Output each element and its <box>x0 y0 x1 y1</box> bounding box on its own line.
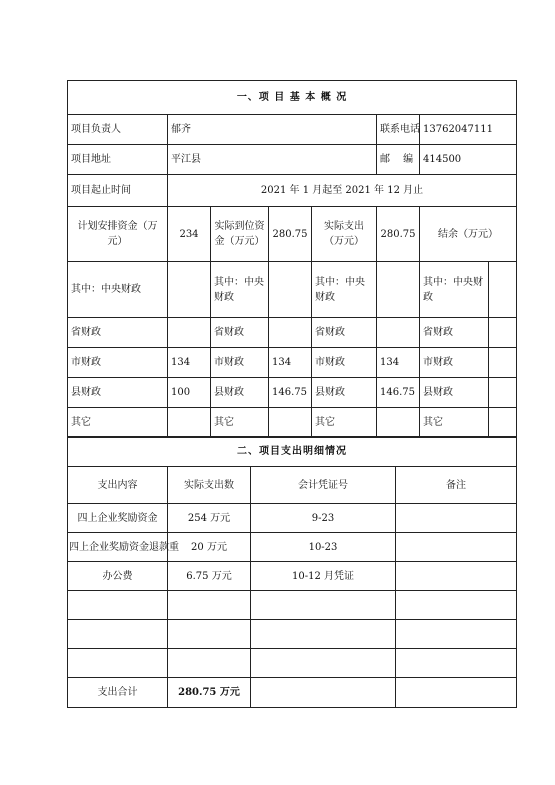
row-value <box>269 262 312 318</box>
row-value <box>489 378 517 408</box>
funding-row-other <box>68 408 517 438</box>
row-value <box>489 262 517 318</box>
row-value: 100 <box>168 378 211 408</box>
postcode-label: 邮 编 <box>377 145 420 175</box>
row-value <box>168 262 211 318</box>
expense-amount <box>168 620 251 649</box>
row-label: 其它 <box>68 408 168 438</box>
row-value <box>489 348 517 378</box>
project-overview-table <box>67 80 517 438</box>
row-label: 其它 <box>211 408 269 438</box>
planned-funds-label: 计划安排资金（万元） <box>68 207 168 262</box>
total-label: 支出合计 <box>68 678 168 708</box>
header-voucher: 会计凭证号 <box>251 467 396 504</box>
postcode-value: 414500 <box>420 145 517 175</box>
row-value <box>269 318 312 348</box>
row-label: 市财政 <box>420 348 489 378</box>
row-value: 146.75 <box>269 378 312 408</box>
header-amount: 实际支出数 <box>168 467 251 504</box>
total-note <box>396 678 517 708</box>
period-value: 2021 年 1 月起至 2021 年 12 月止 <box>168 175 517 207</box>
header-content: 支出内容 <box>68 467 168 504</box>
address-value: 平江县 <box>168 145 377 175</box>
row-label: 省财政 <box>211 318 269 348</box>
row-label: 县财政 <box>68 378 168 408</box>
row-value: 146.75 <box>377 378 420 408</box>
planned-funds-value: 234 <box>168 207 211 262</box>
expense-content: 四上企业奖励资金退款重 <box>68 533 168 562</box>
expense-detail-table <box>67 436 517 708</box>
expense-note <box>396 620 517 649</box>
table-row <box>68 504 517 533</box>
address-label: 项目地址 <box>68 145 168 175</box>
table-row <box>68 649 517 678</box>
funding-row-city <box>68 348 517 378</box>
row-value <box>377 408 420 438</box>
leader-value: 郁齐 <box>168 115 377 145</box>
spent-funds-value: 280.75 <box>377 207 420 262</box>
row-label: 县财政 <box>420 378 489 408</box>
funding-row-county <box>68 378 517 408</box>
phone-label: 联系电话 <box>377 115 420 145</box>
row-label: 市财政 <box>211 348 269 378</box>
row-label: 其中：中央财政 <box>211 262 269 318</box>
table-row <box>68 533 517 562</box>
expense-amount: 254 万元 <box>168 504 251 533</box>
row-label: 省财政 <box>68 318 168 348</box>
expense-voucher <box>251 649 396 678</box>
row-label: 县财政 <box>211 378 269 408</box>
expense-note <box>396 649 517 678</box>
total-voucher <box>251 678 396 708</box>
row-label: 省财政 <box>312 318 377 348</box>
expense-content <box>68 591 168 620</box>
table-row <box>68 620 517 649</box>
expense-voucher: 9-23 <box>251 504 396 533</box>
expense-note <box>396 562 517 591</box>
expense-note <box>396 533 517 562</box>
expense-content <box>68 620 168 649</box>
row-label: 其中：中央财政 <box>68 262 168 318</box>
funding-row-central <box>68 262 517 318</box>
row-value <box>269 408 312 438</box>
row-label: 省财政 <box>420 318 489 348</box>
spent-funds-label: 实际支出（万元） <box>312 207 377 262</box>
expense-content: 办公费 <box>68 562 168 591</box>
section2-title: 二、项目支出明细情况 <box>68 437 517 467</box>
row-value <box>168 318 211 348</box>
expense-voucher: 10-23 <box>251 533 396 562</box>
row-value: 134 <box>377 348 420 378</box>
period-label: 项目起止时间 <box>68 175 168 207</box>
expense-note <box>396 591 517 620</box>
funding-row-province <box>68 318 517 348</box>
table-row <box>68 591 517 620</box>
row-label: 其中：中央财政 <box>312 262 377 318</box>
row-value <box>489 408 517 438</box>
expense-voucher: 10-12 月凭证 <box>251 562 396 591</box>
row-value <box>489 318 517 348</box>
expense-voucher <box>251 620 396 649</box>
header-note: 备注 <box>396 467 517 504</box>
expense-content <box>68 649 168 678</box>
row-value <box>168 408 211 438</box>
expense-content: 四上企业奖励资金 <box>68 504 168 533</box>
row-label: 其它 <box>312 408 377 438</box>
total-value: 280.75 万元 <box>168 678 251 708</box>
row-label: 其它 <box>420 408 489 438</box>
expense-voucher <box>251 591 396 620</box>
leader-label: 项目负责人 <box>68 115 168 145</box>
row-label: 其中：中央财政 <box>420 262 489 318</box>
row-label: 市财政 <box>68 348 168 378</box>
balance-label: 结余（万元） <box>420 207 517 262</box>
row-value <box>377 318 420 348</box>
received-funds-value: 280.75 <box>269 207 312 262</box>
section1-title: 一、项 目 基 本 概 况 <box>68 81 517 115</box>
expense-amount <box>168 649 251 678</box>
row-value: 134 <box>168 348 211 378</box>
row-label: 县财政 <box>312 378 377 408</box>
expense-amount: 6.75 万元 <box>168 562 251 591</box>
phone-value: 13762047111 <box>420 115 517 145</box>
table-row <box>68 562 517 591</box>
row-label: 市财政 <box>312 348 377 378</box>
row-value <box>377 262 420 318</box>
total-row <box>68 678 517 708</box>
expense-amount <box>168 591 251 620</box>
row-value: 134 <box>269 348 312 378</box>
received-funds-label: 实际到位资金（万元） <box>211 207 269 262</box>
expense-note <box>396 504 517 533</box>
expense-amount: 20 万元 <box>168 533 251 562</box>
